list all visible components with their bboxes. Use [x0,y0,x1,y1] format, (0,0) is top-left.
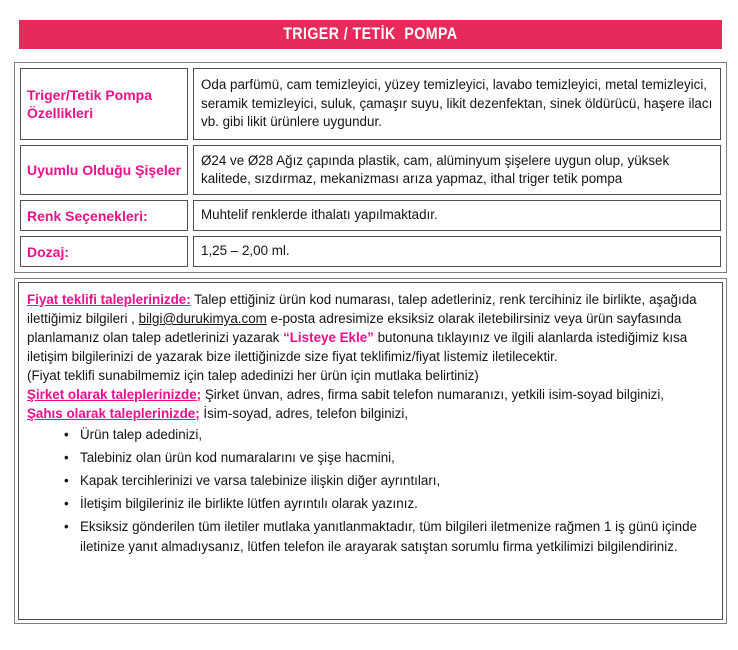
paragraph-text: Talep ettiğiniz ürün kod numarası, talep adetleriniz, renk tercihiniz ile birlikte, aşağıda ilettiğimiz bilgileri , [27,292,697,326]
request-details-list [27,425,712,556]
company-request-line [27,385,712,404]
person-request-lead: Şahıs olarak taleplerinizde; [27,406,200,421]
list-item: • Ürün talep adedinizi, [27,425,712,445]
spec-value-dosage [193,236,721,267]
spec-label-features [20,68,188,140]
spec-label-text: Uyumlu Olduğu Şişeler [27,162,182,178]
spec-label-dosage [20,236,188,267]
table-row [20,145,721,195]
spec-label-colors [20,200,188,231]
info-box [14,278,727,624]
info-box-content [18,282,723,620]
company-request-text: Şirket ünvan, adres, firma sabit telefon numaranızı, yetkili isim-soyad bilginizi, [201,387,665,402]
price-request-lead: Fiyat teklifi taleplerinizde: [27,292,191,307]
spec-table [14,62,727,273]
spec-value-text: 1,25 – 2,00 ml. [201,243,290,259]
spec-value-text: Muhtelif renklerde ithalatı yapılmaktadır. [201,207,438,223]
spec-value-colors [193,200,721,231]
spec-value-text: Oda parfümü, cam temizleyici, yüzey temizleyici, lavabo temizleyici, metal temizleyici, seramik temizleyici, suluk, çamaşır suyu, likit dezenfektan, sinek öldürücü, haşere ilacı vb. gibi likit ürünlere uygundur. [201,77,713,130]
spec-value-text: Ø24 ve Ø28 Ağız çapında plastik, cam, alüminyum şişelere uygun olup, yüksek kalitede, sızdırmaz, mekanizması arıza yapmaz, ithal triger tetik pompa [201,152,670,186]
spec-label-text: Renk Seçenekleri: [27,207,148,224]
table-row [20,236,721,267]
table-row [20,68,721,140]
company-request-lead: Şirket olarak taleplerinizde; [27,387,202,402]
price-request-paragraph [27,290,712,366]
spec-label-text: Dozaj: [27,243,69,260]
list-item: • Kapak tercihlerinizi ve varsa talebinize ilişkin diğer ayrıntıları, [27,471,712,491]
person-request-line [27,404,712,423]
person-request-text: İsim-soyad, adres, telefon bilginizi, [199,406,409,421]
list-item: • Eksiksiz gönderilen tüm iletiler mutlaka yanıtlanmaktadır, tüm bilgileri iletmenize rağmen 1 iş günü içinde iletinize yanıt almadıysanız, lütfen telefon ile arayarak satıştan sorumlu firma yetkilimizi bilgilendiriniz. [27,517,712,556]
list-item: • Talebiniz olan ürün kod numaralarını ve şişe hacmini, [27,448,712,468]
list-item: • İletişim bilgileriniz ile birlikte lütfen ayrıntılı olarak yazınız. [27,494,712,514]
quantity-note: (Fiyat teklifi sunabilmemiz için talep adedinizi her ürün için mutlaka belirtiniz) [27,368,479,383]
spec-label-bottles [20,145,188,195]
paragraph-text: butonuna tıklayınız ve ilgili alanlarda istediğimiz kısa iletişim bilgilerinizi de yazarak bize ilettiğinizde size fiyat teklifimiz/fiyat listemiz iletilecektir. [27,330,688,364]
table-row [20,200,721,231]
listeye-ekle-highlight: “Listeye Ekle” [283,330,374,345]
paragraph-text: e-posta adresimize eksiksiz olarak iletebilirsiniz veya ürün sayfasında planlamanız olan talep adetlerinizi yazarak [27,311,682,345]
spec-label-text: Triger/Tetik Pompa Özellikleri [27,87,152,121]
email-link[interactable]: bilgi@durukimya.com [138,311,267,326]
spec-value-bottles [193,145,721,195]
page-title: TRIGER / TETİK POMPA [283,25,458,43]
title-bar [19,20,722,49]
spec-value-features [193,68,721,140]
